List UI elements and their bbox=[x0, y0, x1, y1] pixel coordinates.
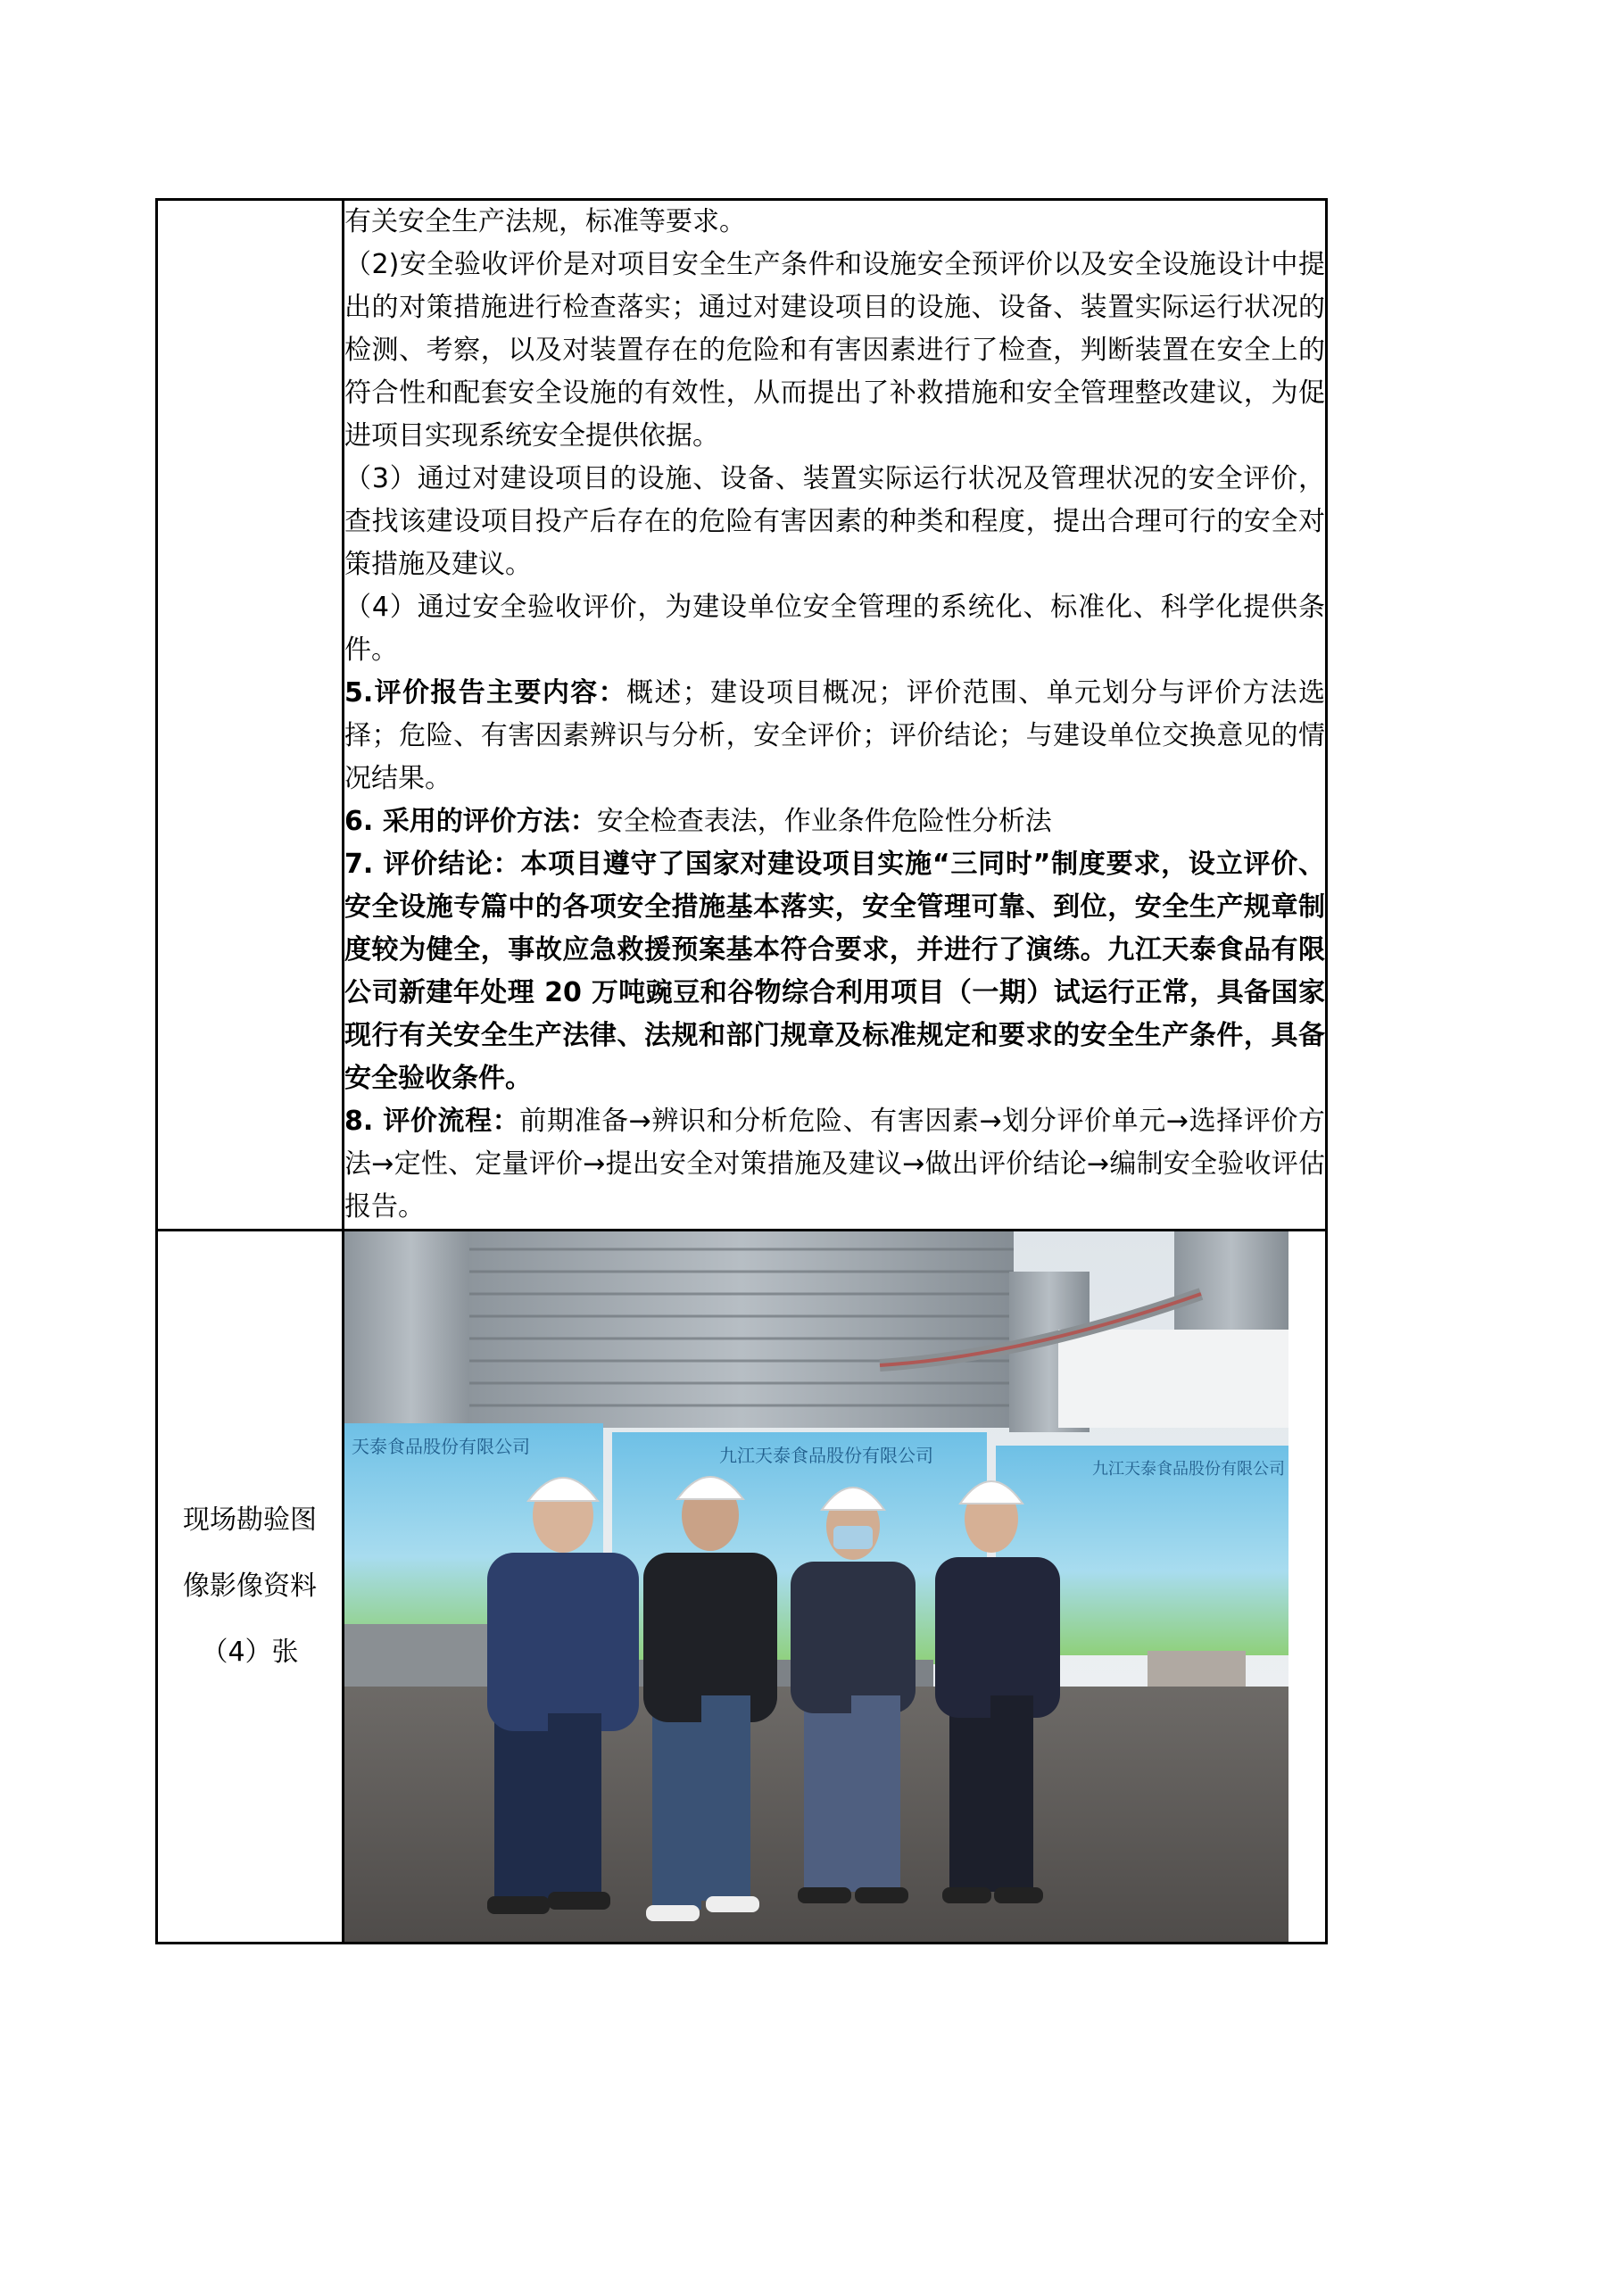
paragraph-item-4: （4）通过安全验收评价，为建设单位安全管理的系统化、标准化、科学化提供条件。 bbox=[344, 592, 1325, 666]
section-process bbox=[344, 1100, 1325, 1229]
photo-label-line-3: （4）张 bbox=[201, 1637, 299, 1668]
paragraph-item-2: （2)安全验收评价是对项目安全生产条件和设施安全预评价以及安全设施设计中提出的对策措施进行检查落实；通过对建设项目的设施、设备、装置实际运行状况的检测、考察，以及对装置存在的危险和有害因素进行了检查，判断装置在安全上的符合性和配套安全设施的有效性，从而提出了补救措施和安全管理整改建议，为促进项目实现系统安全提供依据。 bbox=[344, 249, 1325, 452]
section-heading: 8. 评价流程： bbox=[344, 1106, 520, 1137]
photo-cell bbox=[344, 1231, 1327, 1944]
section-heading: 6. 采用的评价方法： bbox=[344, 806, 597, 837]
content-row-label-cell bbox=[157, 200, 344, 1231]
section-body: 本项目遵守了国家对建设项目实施“三同时”制度要求，设立评价、安全设施专篇中的各项安全措施基本落实，安全管理可靠、到位，安全生产规章制度较为健全，事故应急救援预案基本符合要求，并进行了演练。九江天泰食品有限公司新建年处理 20 万吨豌豆和谷物综合利用项目（一期）试运行正常，具备国家现行有关安全生产法律、法规和部门规章及标准规定和要求的安全生产条件，具备安全验收条件。 bbox=[344, 849, 1326, 1094]
photo-label-line-2: 像影像资料 bbox=[183, 1571, 317, 1602]
section-report-contents bbox=[344, 672, 1325, 800]
section-body: 概述；建设项目概况；评价范围、单元划分与评价方法选择；危险、有害因素辨识与分析，安全评价；评价结论；与建设单位交换意见的情况结果。 bbox=[344, 677, 1325, 794]
concrete-block bbox=[1148, 1651, 1246, 1687]
photo-row bbox=[157, 1231, 1327, 1944]
document-table bbox=[155, 198, 1328, 1944]
paragraph-item-3: （3）通过对建设项目的设施、设备、装置实际运行状况及管理状况的安全评价，查找该建设项目投产后存在的危险有害因素的种类和程度，提出合理可行的安全对策措施及建议。 bbox=[344, 463, 1325, 580]
signboard-right-text: 九江天泰食品股份有限公司 bbox=[1092, 1460, 1285, 1479]
photo-label-line-1: 现场勘验图 bbox=[183, 1504, 317, 1536]
section-conclusion bbox=[344, 843, 1325, 1100]
section-heading: 5.评价报告主要内容： bbox=[344, 677, 627, 709]
section-body: 安全检查表法，作业条件危险性分析法 bbox=[596, 806, 1052, 837]
signboard-left-text: 天泰食品股份有限公司 bbox=[352, 1436, 530, 1457]
silo-left bbox=[344, 1231, 478, 1437]
photo-label-cell bbox=[157, 1231, 344, 1944]
paragraph-continuation: 有关安全生产法规，标准等要求。 bbox=[344, 206, 746, 237]
site-inspection-photo bbox=[344, 1231, 1288, 1942]
silo-main bbox=[469, 1231, 1014, 1428]
section-heading: 7. 评价结论： bbox=[344, 849, 521, 880]
section-body: 前期准备→辨识和分析危险、有害因素→划分评价单元→选择评价方法→定性、定量评价→提出安全对策措施及建议→做出评价结论→编制安全验收评估报告。 bbox=[344, 1106, 1325, 1223]
warehouse bbox=[1058, 1330, 1288, 1428]
signboard-center-text: 九江天泰食品股份有限公司 bbox=[719, 1445, 933, 1466]
content-cell bbox=[344, 200, 1327, 1231]
content-row bbox=[157, 200, 1327, 1231]
section-methods bbox=[344, 800, 1325, 843]
